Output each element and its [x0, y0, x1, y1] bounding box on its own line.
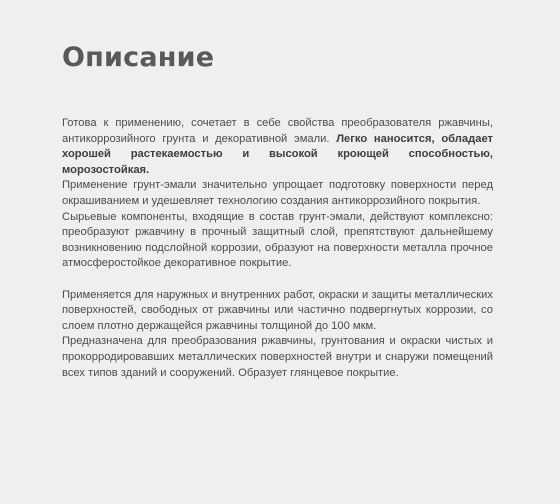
paragraph-usage: Применяется для наружных и внутренних работ, окраски и защиты металлических поверхностей, свободных от ржавчины или частично подвергнутых коррозии, со слоем плотно держащейся ржавчины толщиной до 100 мкм.	[62, 288, 493, 332]
paragraph-properties-text: Готова к применению, сочетает в себе свойства преобразователя ржавчины, антикоррозийного грунта и декоративной эмали.	[62, 117, 493, 145]
paragraph-properties-highlight: Легко наносится, обладает хорошей растекаемостью и высокой кроющей способностью, морозостойкая.	[62, 132, 493, 176]
paragraph-purpose: Предназначена для преобразования ржавчины, грунтования и окраски чистых и прокорродировавших металлических поверхностей внутри и снаружи помещений всех типов зданий и сооружений. Образует глянцевое покрытие.	[62, 335, 493, 379]
page-title: Описание	[62, 42, 215, 73]
paragraph-spacer	[62, 272, 493, 288]
paragraph-application-benefit: Применение грунт-эмали значительно упрощает подготовку поверхности перед окрашиванием и удешевляет технологию создания антикоррозийного покрытия.	[62, 179, 493, 207]
paragraph-properties	[62, 116, 493, 178]
description-body	[62, 116, 493, 381]
paragraph-components: Сырьевые компоненты, входящие в состав грунт-эмали, действуют комплексно: преобразуют ржавчину в прочный защитный слой, препятствуют дальнейшему возникновению подслойной коррозии, образуют на поверхности металла прочное атмосферостойкое декоративное покрытие.	[62, 210, 493, 270]
